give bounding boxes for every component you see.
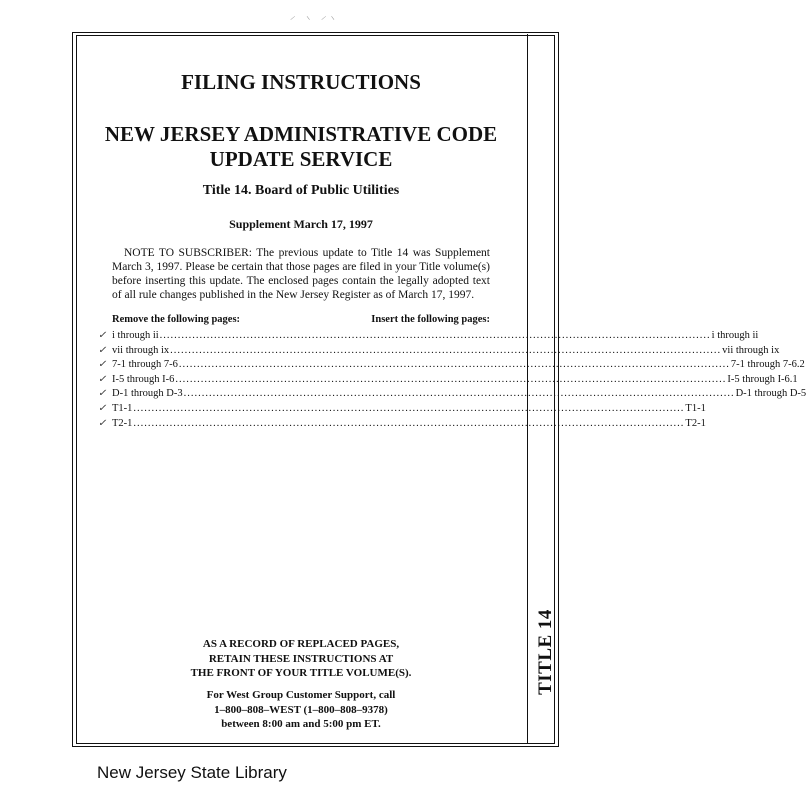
- check-mark: ✓: [98, 417, 107, 429]
- leader-dots: ........................................................................................................................................................: [133, 417, 685, 429]
- insert-pages: i through ii: [711, 330, 759, 341]
- insert-pages: I-5 through I-6.1: [727, 373, 798, 385]
- leader-dots: ........................................................................................................................................................: [178, 359, 730, 371]
- leader-dots: ........................................................................................................................................................: [183, 388, 735, 400]
- handwritten-marks: ⸝ ⸜ ⸝⸜: [290, 11, 339, 22]
- insert-pages: D-1 through D-5: [735, 388, 806, 400]
- remove-pages: D-1 through D-3: [112, 388, 183, 400]
- filing-instructions-heading: FILING INSTRUCTIONS: [181, 70, 421, 94]
- check-mark: ✓: [98, 330, 107, 341]
- library-stamp: New Jersey State Library: [97, 763, 287, 782]
- table-row: [112, 359, 805, 374]
- title-tab-label: TITLE 14: [535, 609, 556, 695]
- check-mark: ✓: [98, 388, 107, 400]
- remove-pages: i through ii: [112, 330, 159, 341]
- retain-line-3: THE FRONT OF YOUR TITLE VOLUME(S).: [190, 667, 412, 679]
- table-row: [112, 373, 798, 389]
- handwritten-checkmarks: [98, 330, 112, 432]
- check-mark: ✓: [98, 373, 107, 385]
- leader-dots: ........................................................................................................................................................: [159, 330, 711, 341]
- note-to-subscriber: NOTE TO SUBSCRIBER: The previous update to Title 14 was Supplement March 3, 1997. Please be certain that those pages are filed in your Title volume(s) before inserting this update. The enclosed pages contain the legally adopted text of all rule changes published in the New Jersey Register as of March 17, 1997.: [112, 247, 490, 301]
- remove-pages: 7-1 through 7-6: [112, 359, 178, 371]
- check-mark: ✓: [98, 344, 107, 356]
- retain-line-1: AS A RECORD OF REPLACED PAGES,: [202, 638, 400, 650]
- table-row: [112, 388, 806, 403]
- code-heading-line2: UPDATE SERVICE: [209, 147, 393, 171]
- table-row: [112, 344, 780, 360]
- remove-pages: T1-1: [112, 402, 133, 414]
- support-hours: between 8:00 am and 5:00 pm ET.: [221, 718, 381, 730]
- title-line: Title 14. Board of Public Utilities: [202, 183, 400, 198]
- title-tab: [526, 592, 566, 712]
- table-row: [112, 417, 706, 433]
- insert-pages: 7-1 through 7-6.2: [730, 359, 805, 371]
- remove-pages: I-5 through I-6: [112, 373, 175, 385]
- code-heading-line1: NEW JERSEY ADMINISTRATIVE CODE: [104, 122, 498, 146]
- table-headers: [112, 314, 490, 328]
- support-phone: 1–800–808–WEST (1–800–808–9378): [214, 703, 388, 716]
- insert-header: Insert the following pages:: [371, 314, 490, 325]
- customer-support-info: [76, 688, 526, 732]
- remove-header: Remove the following pages:: [112, 314, 241, 325]
- insert-pages: T2-1: [685, 417, 706, 429]
- insert-pages: T1-1: [685, 402, 706, 414]
- remove-pages: vii through ix: [112, 344, 170, 356]
- leader-dots: ........................................................................................................................................................: [170, 344, 722, 356]
- retain-instructions-notice: [76, 637, 526, 681]
- remove-pages: T2-1: [112, 417, 133, 429]
- page-replacement-table: [112, 330, 806, 432]
- insert-pages: vii through ix: [722, 344, 780, 356]
- check-mark: ✓: [98, 402, 107, 414]
- support-line-1: For West Group Customer Support, call: [206, 689, 396, 701]
- table-row: [112, 330, 759, 345]
- check-mark: ✓: [98, 359, 107, 371]
- supplement-date: Supplement March 17, 1997: [229, 217, 373, 231]
- leader-dots: ........................................................................................................................................................: [133, 402, 685, 414]
- leader-dots: ........................................................................................................................................................: [175, 373, 727, 385]
- table-row: [112, 402, 706, 418]
- retain-line-2: RETAIN THESE INSTRUCTIONS AT: [208, 652, 394, 665]
